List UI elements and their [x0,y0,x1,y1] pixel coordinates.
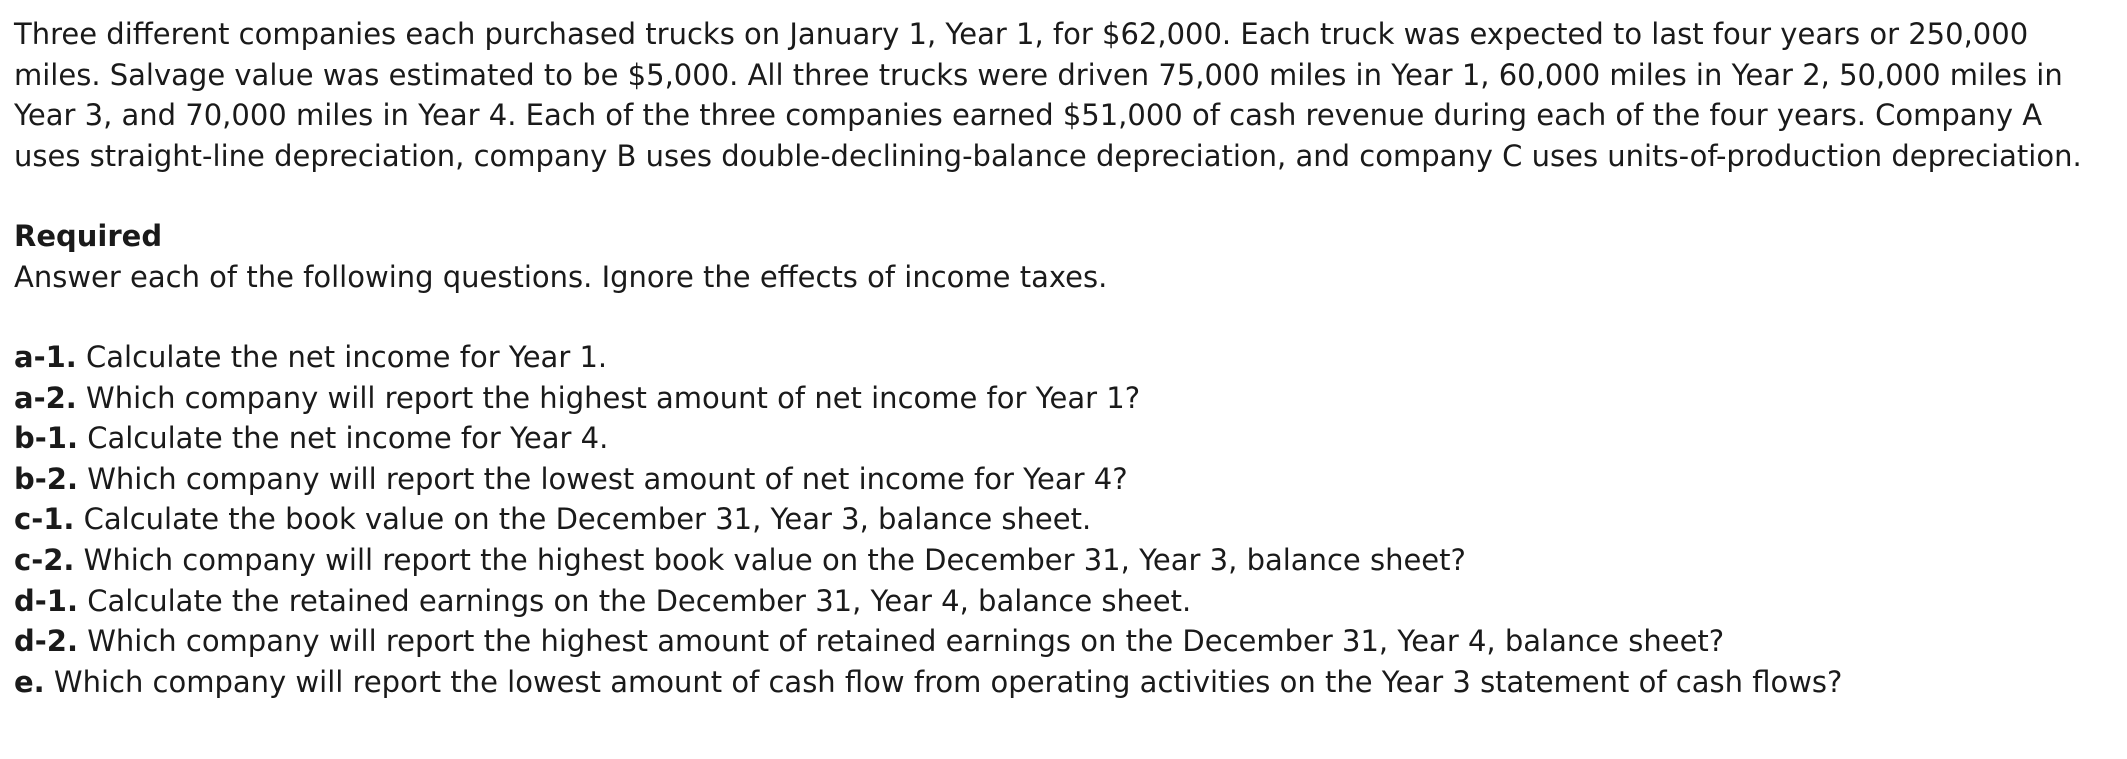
question-text: Calculate the book value on the December 31, Year 3, balance sheet. [74,502,1092,537]
problem-intro: Three different companies each purchased trucks on January 1, Year 1, for $62,000. Each truck was expected to last four years or 250,000 miles. Salvage value was estimated to be $5,000. All three trucks were driven 75,000 miles in Year 1, 60,000 miles in Year 2, 50,000 miles in Year 3, and 70,000 miles in Year 4. Each of the three companies earned $51,000 of cash revenue during each of the four years. Company A uses straight-line depreciation, company B uses double-declining-balance depreciation, and company C uses units-of-production depreciation. [14,17,2082,173]
required-heading: Required [14,219,163,253]
question-item [14,378,2113,419]
question-item [14,540,2113,581]
question-item [14,499,2113,540]
question-list [14,337,2113,702]
question-label: c-1. [14,502,75,537]
question-label: b-1. [14,421,78,456]
question-item [14,418,2113,459]
question-label: a-2. [14,380,77,415]
question-item [14,581,2113,622]
question-item [14,337,2113,378]
question-label: c-2. [14,542,75,577]
question-text: Calculate the net income for Year 1. [76,340,608,374]
question-item [14,459,2113,500]
question-text: Which company will report the highest amount of retained earnings on the December 31, Year 4, balance sheet? [78,624,1725,659]
question-text: Which company will report the highest amount of net income for Year 1? [76,380,1141,415]
question-item [14,662,2113,703]
question-text: Calculate the net income for Year 4. [78,421,609,456]
question-label: a-1. [14,340,77,374]
question-text: Calculate the retained earnings on the December 31, Year 4, balance sheet. [78,583,1192,618]
question-text: Which company will report the lowest amount of cash flow from operating activities on the Year 3 statement of cash flows? [44,664,1843,699]
question-label: b-2. [14,461,78,496]
question-label: e. [14,664,45,699]
question-label: d-2. [14,624,78,659]
instruction-text: Answer each of the following questions. Ignore the effects of income taxes. [14,259,1108,294]
question-label: d-1. [14,583,78,618]
question-item [14,621,2113,662]
question-text: Which company will report the lowest amount of net income for Year 4? [78,461,1128,496]
question-text: Which company will report the highest book value on the December 31, Year 3, balance sheet? [74,542,1466,577]
